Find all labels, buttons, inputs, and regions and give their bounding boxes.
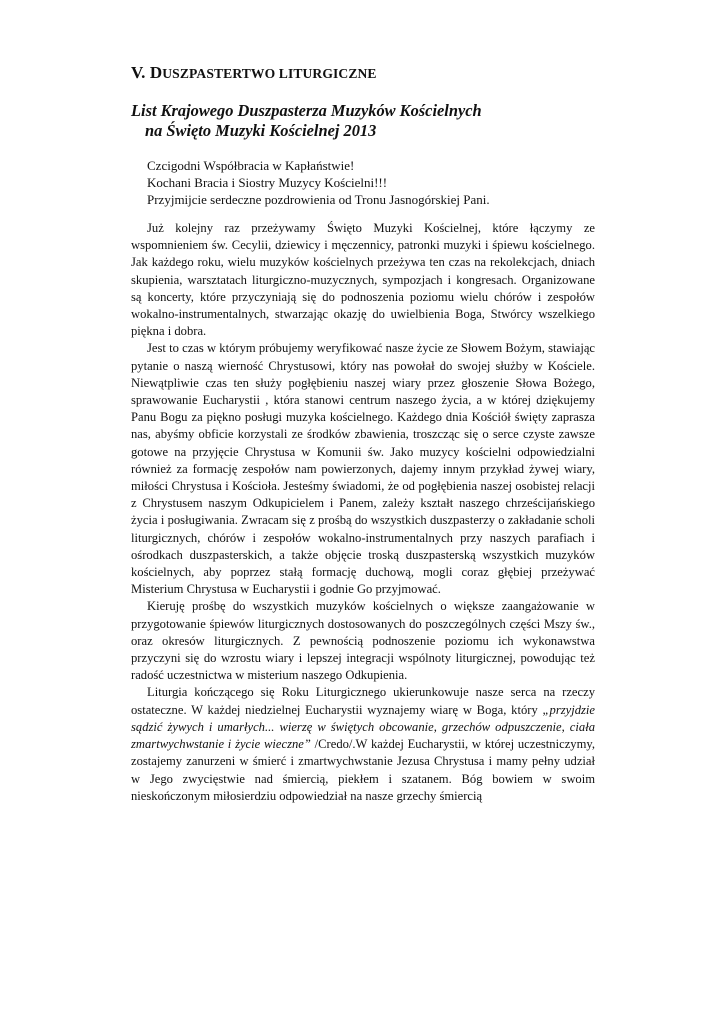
section-heading-rest: USZPASTERTWO LITURGICZNE xyxy=(162,66,377,81)
letter-body xyxy=(131,220,595,805)
paragraph-text: Liturgia kończącego się Roku Liturgicznego ukierunkowuje nasze serca na rzeczy ostateczne. W każdej niedzielnej Eucharystii wyznajemy wiarę w Boga, który xyxy=(131,685,595,717)
document-title xyxy=(131,101,595,141)
greeting-block xyxy=(131,157,595,208)
document-title-line-1: List Krajowego Duszpasterza Muzyków Kościelnych xyxy=(131,101,482,120)
section-heading-lead: V. D xyxy=(131,63,163,82)
body-paragraph: Kieruję prośbę do wszystkich muzyków kościelnych o większe zaangażowanie w przygotowanie śpiewów liturgicznych dostosowanych do poszczególnych części Mszy św., oraz okresów liturgicznych. Z pewnością podnoszenie poziomu ich wykonawstwa przyczyni się do wzrostu wiary i lepszej integracji wspólnoty liturgicznej, powodując też radość uczestnictwa w misterium naszego Odkupienia. xyxy=(131,599,595,683)
document-title-line-2: na Święto Muzyki Kościelnej 2013 xyxy=(145,121,377,140)
section-heading xyxy=(131,62,595,85)
body-paragraph: Już kolejny raz przeżywamy Święto Muzyki Kościelnej, które łączymy ze wspomnieniem św. Cecylii, dziewicy i męczennicy, patronki muzyki i śpiewu kościelnego. Jak każdego roku, wielu muzyków kościelnych przeżywa ten czas na rekolekcjach, dniach skupienia, warsztatach liturgiczno-muzycznych, sympozjach i kongresach. Organizowane są koncerty, które przyczyniają się do podnoszenia poziomu wielu chórów i zespołów wokalno-instrumentalnych, stwarzając okazję do uwielbienia Boga, Stwórcy wszelkiego piękna i dobra. xyxy=(131,221,595,339)
greeting-line: Czcigodni Współbracia w Kapłaństwie! xyxy=(147,158,355,173)
creed-quote: „przyjdzie sądzić żywych i umarłych... wierzę w świętych obcowanie, grzechów odpuszczenie, ciała zmartwychwstanie i życie wieczne” xyxy=(131,702,595,752)
paragraph-text: /Credo/.W każdej Eucharystii, w której uczestniczymy, zostajemy zanurzeni w śmierć i zmartwychwstanie Jezusa Chrystusa i mamy pełny udział w Jego zwycięstwie nad śmiercią, piekłem i szatanem. Bóg bowiem w swoim nieskończonym miłosierdziu odpowiedział na nasze grzechy śmiercią xyxy=(131,737,595,803)
body-paragraph: Jest to czas w którym próbujemy weryfikować nasze życie ze Słowem Bożym, stawiając pytanie o naszą wierność Chrystusowi, który nas powołał do swojej służby w Kościele. Niewątpliwie czas ten służy pogłębieniu naszej wiary przez głoszenie Słowa Bożego, sprawowanie Eucharystii , która stanowi centrum naszego życia, a w której dziękujemy Panu Bogu za piękno posługi muzyka kościelnego. Każdego dnia Kościół święty zaprasza nas, abyśmy obficie korzystali ze środków zbawienia, troszcząc się o serce czyste zawsze gotowe na przyjęcie Chrystusa w Komunii św. Jako muzycy kościelni odpowiedzialni również za formację zespołów nam powierzonych, dajemy innym przykład żywej wiary, miłości Chrystusa i Kościoła. Jesteśmy świadomi, że od pogłębienia naszej osobistej relacji z Chrystusem naszym Odkupicielem i Panem, zależy kształt naszego chrześcijańskiego życia i posługiwania. Zwracam się z prośbą do wszystkich duszpasterzy o zakładanie scholi liturgicznych, chórów i zespołów wokalno-instrumentalnych przy naszych parafiach i ośrodkach duszpasterskich, a także objęcie troską duszpasterską wszystkich muzyków kościelnych, aby poprzez stałą formację duchową, mogli coraz głębiej przeżywać Misterium Chrystusa w Eucharystii i godnie Go przyjmować. xyxy=(131,341,595,597)
greeting-line: Kochani Bracia i Siostry Muzycy Kościelni!!! xyxy=(147,175,388,190)
page-content xyxy=(131,62,595,805)
body-paragraph xyxy=(131,684,595,804)
greeting-line: Przyjmijcie serdeczne pozdrowienia od Tronu Jasnogórskiej Pani. xyxy=(147,192,490,207)
